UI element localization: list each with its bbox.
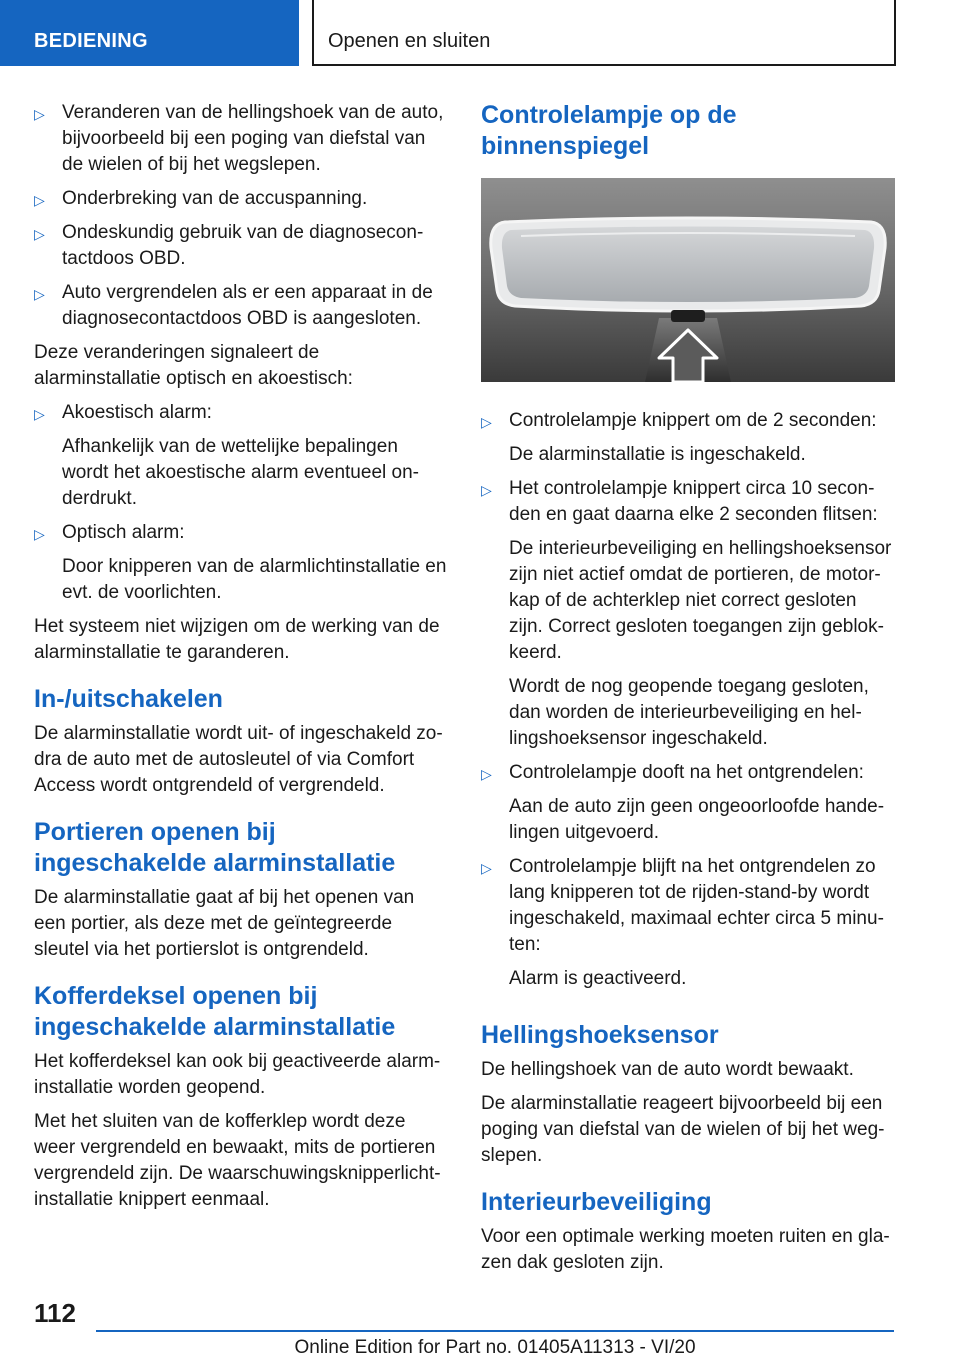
left-column	[34, 100, 448, 1221]
list-item: ▷ Controlelampje dooft na het ontgrendelen:	[481, 760, 895, 786]
list-item-acoustic: ▷ Akoestisch alarm:	[34, 400, 448, 426]
heading-switch: In-/uitschakelen	[34, 685, 223, 713]
heading-lamp: Controlelampje op de binnenspiegel	[481, 101, 737, 160]
chapter-title: Openen en sluiten	[312, 0, 896, 66]
rearview-mirror-image	[481, 178, 895, 382]
paragraph-trunk-1: Het kofferdeksel kan ook bij geactiveerde alarminstallatie worden geopend.	[34, 1051, 441, 1098]
footer-divider	[96, 1330, 894, 1332]
paragraph-trunk-2: Met het sluiten van de kofferklep wordt deze weer vergrendeld en bewaakt, mits de portieren vergrendeld zijn. De waarschuwingsknipperlichtinstallatie knippert eenmaal.	[34, 1111, 441, 1210]
heading-trunk: Kofferdeksel openen bij ingeschakelde alarminstallatie	[34, 982, 396, 1041]
item-description: Alarm is geactiveerd.	[509, 968, 687, 989]
paragraph-tilt-1: De hellingshoek van de auto wordt bewaakt.	[481, 1059, 854, 1080]
item-description: De interieurbeveiliging en hellingshoeksensor zijn niet actief omdat de portieren, de motorkap of de achterklep niet correct gesloten zijn. Correct gesloten toegangen zijn geblokkeerd.	[509, 538, 892, 663]
bullet-triangle-icon: ▷	[34, 226, 45, 242]
heading-doors: Portieren openen bij ingeschakelde alarminstallatie	[34, 818, 396, 877]
paragraph-tilt-2: De alarminstallatie reageert bijvoorbeeld bij een poging van diefstal van de wielen of bij het wegslepen.	[481, 1093, 885, 1166]
list-item: ▷ Ondeskundig gebruik van de diagnosecontactdoos OBD.	[34, 222, 424, 269]
footer-edition: Online Edition for Part no. 01405A11313 - VI/20	[294, 1337, 696, 1358]
bullet-triangle-icon: ▷	[481, 860, 492, 876]
heading-tilt-sensor: Hellingshoeksensor	[481, 1021, 719, 1049]
paragraph-signal: Deze veranderingen signaleert de alarminstallatie optisch en akoestisch:	[34, 342, 353, 389]
bullet-triangle-icon: ▷	[34, 106, 45, 122]
paragraph-system: Het systeem niet wijzigen om de werking van de alarminstallatie te garanderen.	[34, 616, 440, 663]
list-item: ▷ Controlelampje blijft na het ontgrendelen zo lang knipperen tot de rijden-stand-by wordt ingeschakeld, maximaal echter circa 5 minuten:	[481, 856, 884, 955]
acoustic-description: Afhankelijk van de wettelijke bepalingen wordt het akoestische alarm eventueel onderdrukt.	[62, 436, 419, 509]
bullet-triangle-icon: ▷	[34, 406, 45, 422]
list-item: ▷ Onderbreking van de accuspanning.	[34, 186, 448, 212]
list-item: ▷ Controlelampje knippert om de 2 seconden:	[481, 408, 895, 434]
paragraph-doors: De alarminstallatie gaat af bij het openen van een portier, als deze met de geïntegreerde sleutel via het portierslot is ontgrendeld.	[34, 887, 415, 960]
bullet-triangle-icon: ▷	[34, 526, 45, 542]
list-item-optical: ▷ Optisch alarm:	[34, 520, 448, 546]
list-item: ▷ Het controlelampje knippert circa 10 seconden en gaat daarna elke 2 seconden flitsen:	[481, 478, 878, 525]
section-tab: BEDIENING	[0, 0, 299, 66]
bullet-triangle-icon: ▷	[481, 766, 492, 782]
heading-interior: Interieurbeveiliging	[481, 1188, 712, 1216]
bullet-triangle-icon: ▷	[34, 192, 45, 208]
bullet-triangle-icon: ▷	[481, 414, 492, 430]
bullet-triangle-icon: ▷	[481, 482, 492, 498]
item-description: Aan de auto zijn geen ongeoorloofde handelingen uitgevoerd.	[509, 796, 885, 843]
optical-description: Door knipperen van de alarmlichtinstallatie en evt. de voorlichten.	[62, 556, 447, 603]
list-item: ▷ Veranderen van de hellingshoek van de auto, bijvoorbeeld bij een poging van diefstal van de wielen of bij het wegslepen.	[34, 102, 444, 175]
page-number: 112	[34, 1298, 76, 1328]
list-item: ▷ Auto vergrendelen als er een apparaat in de diagnosecontactdoos OBD is aangesloten.	[34, 282, 433, 329]
paragraph-interior: Voor een optimale werking moeten ruiten en glazen dak gesloten zijn.	[481, 1226, 890, 1273]
page-header	[0, 0, 960, 66]
right-column	[481, 100, 895, 1284]
paragraph-switch: De alarminstallatie wordt uit- of ingeschakeld zodra de auto met de autosleutel of via Comfort Access wordt ontgrendeld of vergrendeld.	[34, 723, 443, 796]
bullet-triangle-icon: ▷	[34, 286, 45, 302]
item-description: Wordt de nog geopende toegang gesloten, dan worden de interieurbeveiliging en hellingshoeksensor ingeschakeld.	[509, 676, 869, 749]
item-description: De alarminstallatie is ingeschakeld.	[509, 444, 806, 465]
